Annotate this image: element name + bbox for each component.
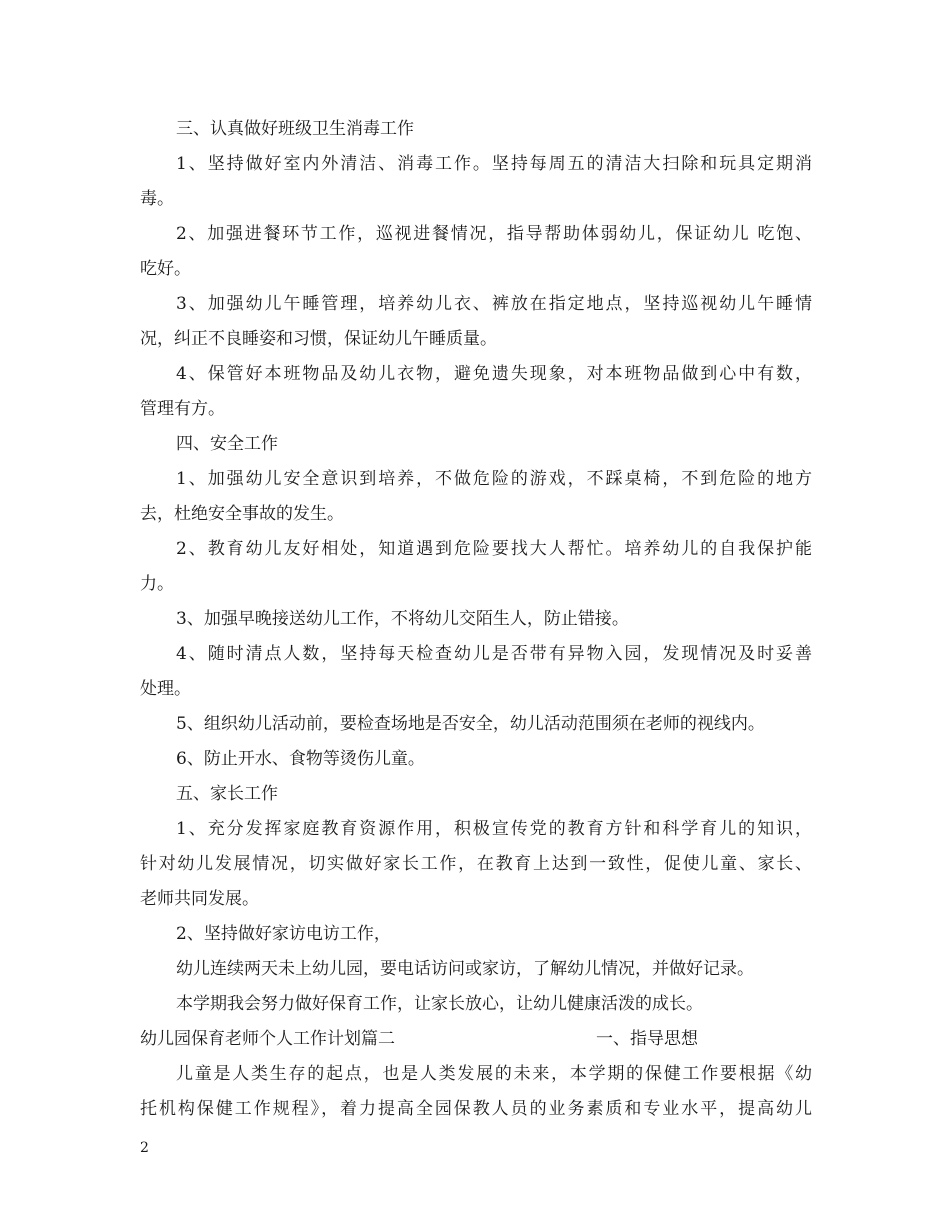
paragraph-line: 5、组织幼儿活动前，要检查场地是否安全，幼儿活动范围须在老师的视线内。: [176, 714, 765, 734]
paragraph-line: 4、保管好本班物品及幼儿衣物，避免遗失现象，对本班物品做到心中有数，: [176, 364, 812, 384]
paragraph-line: 托机构保健工作规程》，着力提高全园保教人员的业务素质和专业水平，提高幼儿: [140, 1099, 812, 1119]
paragraph-line: 处理。: [140, 679, 191, 699]
paragraph-line: 4、随时清点人数，坚持每天检查幼儿是否带有异物入园，发现情况及时妥善: [176, 644, 812, 664]
paragraph-line: 幼儿连续两天未上幼儿园，要电话访问或家访，了解幼儿情况，并做好记录。: [176, 959, 754, 979]
section-heading: 一、指导思想: [596, 1029, 698, 1049]
paragraph-line: 针对幼儿发展情况，切实做好家长工作，在教育上达到一致性，促使儿童、家长、: [140, 854, 812, 874]
paragraph-line: 2、教育幼儿友好相处，知道遇到危险要找大人帮忙。培养幼儿的自我保护能: [176, 539, 812, 559]
section-heading: 三、认真做好班级卫生消毒工作: [176, 119, 414, 139]
paragraph-line: 3、加强幼儿午睡管理，培养幼儿衣、裤放在指定地点，坚持巡视幼儿午睡情: [176, 294, 812, 314]
paragraph-line: 1、坚持做好室内外清洁、消毒工作。坚持每周五的清洁大扫除和玩具定期消: [176, 154, 812, 174]
paragraph-line: 6、防止开水、食物等烫伤儿童。: [176, 749, 425, 769]
paragraph-line: 老师共同发展。: [140, 889, 259, 909]
section-heading: 四、安全工作: [176, 434, 278, 454]
paragraph-line: 力。: [140, 574, 174, 594]
paragraph-line: 儿童是人类生存的起点，也是人类发展的未来，本学期的保健工作要根据《幼: [176, 1064, 812, 1084]
paragraph-line: 管理有方。: [140, 399, 225, 419]
paragraph-line: 况，纠正不良睡姿和习惯，保证幼儿午睡质量。: [140, 329, 497, 349]
paragraph-line: 2、坚持做好家访电访工作，: [176, 924, 391, 944]
article-title: 幼儿园保育老师个人工作计划篇二: [140, 1029, 395, 1049]
section-heading: 五、家长工作: [176, 784, 278, 804]
paragraph-line: 3、加强早晚接送幼儿工作，不将幼儿交陌生人，防止错接。: [176, 609, 629, 629]
paragraph-line: 1、充分发挥家庭教育资源作用，积极宣传党的教育方针和科学育儿的知识，: [176, 819, 812, 839]
paragraph-line: 2、加强进餐环节工作，巡视进餐情况，指导帮助体弱幼儿，保证幼儿 吃饱、: [176, 224, 812, 244]
paragraph-line: 去，杜绝安全事故的发生。: [140, 504, 344, 524]
paragraph-line: 吃好。: [140, 259, 191, 279]
paragraph-line: 毒。: [140, 189, 174, 209]
page-number: 2: [140, 1140, 149, 1156]
paragraph-line: 1、加强幼儿安全意识到培养，不做危险的游戏，不踩桌椅，不到危险的地方: [176, 469, 812, 489]
paragraph-line: 本学期我会努力做好保育工作，让家长放心，让幼儿健康活泼的成长。: [176, 994, 703, 1014]
article-title-line: [140, 1027, 812, 1051]
